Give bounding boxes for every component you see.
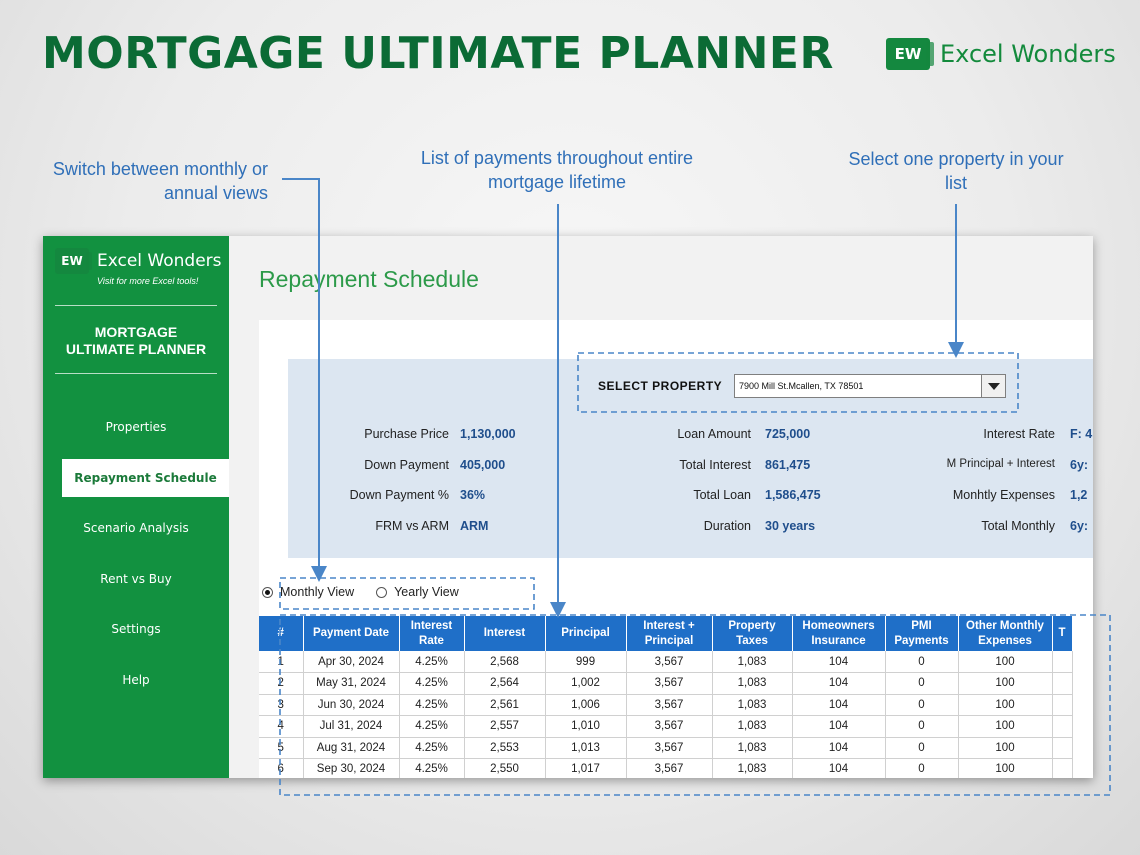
value-interest-rate: F: 4 xyxy=(1070,427,1093,441)
value-total-loan: 1,586,475 xyxy=(765,488,821,502)
table-cell: 1,083 xyxy=(712,759,792,779)
table-cell: 1,010 xyxy=(545,716,626,738)
column-header: T xyxy=(1052,616,1072,651)
callout-views: Switch between monthly or annual views xyxy=(52,159,268,203)
chevron-down-icon[interactable] xyxy=(981,375,1005,397)
brand-header xyxy=(886,38,1116,70)
table-cell: 104 xyxy=(792,673,885,695)
table-header-row xyxy=(259,616,1072,651)
value-duration: 30 years xyxy=(765,519,816,533)
table-cell: 2 xyxy=(259,673,303,695)
sidebar-logo[interactable] xyxy=(55,248,222,274)
column-header: PMI Payments xyxy=(885,616,958,651)
table-cell: 6 xyxy=(259,759,303,779)
excel-wonders-logo-icon: EW xyxy=(886,38,930,70)
label-m-principal-interest: M Principal + Interest xyxy=(946,458,1055,470)
table-cell: Aug 31, 2024 xyxy=(303,737,399,759)
select-property-label: SELECT PROPERTY xyxy=(598,379,723,393)
table-cell: 3,567 xyxy=(626,651,712,673)
table-cell: Jun 30, 2024 xyxy=(303,694,399,716)
table-cell xyxy=(1052,673,1072,695)
monthly-view-label: Monthly View xyxy=(280,585,355,599)
table-cell: 3,567 xyxy=(626,694,712,716)
column-header: Principal xyxy=(545,616,626,651)
table-cell: 0 xyxy=(885,651,958,673)
table-cell: 2,557 xyxy=(464,716,545,738)
table-cell: 0 xyxy=(885,759,958,779)
table-cell: 4.25% xyxy=(399,716,464,738)
column-header: Interest + Principal xyxy=(626,616,712,651)
main-title: MORTGAGE ULTIMATE PLANNER xyxy=(42,28,834,79)
table-cell: 104 xyxy=(792,716,885,738)
label-purchase-price: Purchase Price xyxy=(364,427,449,441)
page-title: Repayment Schedule xyxy=(259,266,479,292)
label-duration: Duration xyxy=(703,519,751,533)
table-cell: May 31, 2024 xyxy=(303,673,399,695)
table-cell: 100 xyxy=(958,694,1052,716)
label-total-monthly: Total Monthly xyxy=(981,519,1055,533)
table-cell: 4.25% xyxy=(399,759,464,779)
table-cell: 3,567 xyxy=(626,716,712,738)
callout-property: Select one property in your list xyxy=(848,149,1064,193)
table-cell: 0 xyxy=(885,694,958,716)
monthly-view-radio[interactable] xyxy=(262,585,354,599)
yearly-view-radio[interactable] xyxy=(376,585,459,599)
table-cell: 1,083 xyxy=(712,737,792,759)
value-loan-amount: 725,000 xyxy=(765,427,811,441)
table-cell: 100 xyxy=(958,651,1052,673)
table-cell: Jul 31, 2024 xyxy=(303,716,399,738)
summary-block xyxy=(288,359,1093,558)
label-down-payment: Down Payment xyxy=(364,458,449,472)
table-cell: 0 xyxy=(885,716,958,738)
brand-name: Excel Wonders xyxy=(940,40,1116,68)
table-cell: 4.25% xyxy=(399,694,464,716)
table-cell: 4 xyxy=(259,716,303,738)
value-total-interest: 861,475 xyxy=(765,458,811,472)
column-header: # xyxy=(259,616,303,651)
label-down-payment-pct: Down Payment % xyxy=(349,488,449,502)
sidebar-item-settings[interactable]: Settings xyxy=(111,622,161,636)
excel-wonders-logo-icon: EW xyxy=(55,248,89,274)
label-interest-rate: Interest Rate xyxy=(983,427,1055,441)
sidebar-item-help[interactable]: Help xyxy=(122,673,150,687)
table-cell: 4.25% xyxy=(399,737,464,759)
table-cell: 4.25% xyxy=(399,651,464,673)
table-cell xyxy=(1052,759,1072,779)
sidebar-item-rent-vs-buy[interactable]: Rent vs Buy xyxy=(100,572,172,586)
value-total-monthly: 6y: xyxy=(1070,519,1089,533)
value-monthly-expenses: 1,2 xyxy=(1070,488,1088,502)
table-cell: 1,083 xyxy=(712,716,792,738)
sidebar-divider xyxy=(55,305,217,306)
view-toggle xyxy=(262,585,481,599)
table-row[interactable] xyxy=(259,759,1072,779)
repayment-schedule-table xyxy=(259,616,1073,778)
table-cell: 100 xyxy=(958,673,1052,695)
table-cell: 3 xyxy=(259,694,303,716)
table-cell: 0 xyxy=(885,673,958,695)
column-header: Homeowners Insurance xyxy=(792,616,885,651)
label-loan-amount: Loan Amount xyxy=(677,427,751,441)
table-cell: 100 xyxy=(958,759,1052,779)
select-property-value: 7900 Mill St.Mcallen, TX 78501 xyxy=(739,381,864,391)
table-row[interactable] xyxy=(259,651,1072,673)
value-down-payment: 405,000 xyxy=(460,458,506,472)
table-body xyxy=(259,651,1072,778)
table-cell: 2,550 xyxy=(464,759,545,779)
label-total-interest: Total Interest xyxy=(679,458,751,472)
table-cell xyxy=(1052,716,1072,738)
table-cell: 5 xyxy=(259,737,303,759)
radio-unselected-icon xyxy=(376,587,387,598)
column-header: Payment Date xyxy=(303,616,399,651)
table-cell: 104 xyxy=(792,651,885,673)
app-window xyxy=(43,236,1093,778)
table-cell: 1 xyxy=(259,651,303,673)
label-total-loan: Total Loan xyxy=(693,488,751,502)
table-cell: 104 xyxy=(792,694,885,716)
sidebar-title xyxy=(43,324,229,358)
sidebar-title-line1: MORTGAGE xyxy=(94,324,178,340)
table-row[interactable] xyxy=(259,673,1072,695)
table-cell xyxy=(1052,694,1072,716)
table-cell: 3,567 xyxy=(626,673,712,695)
table-cell: 2,568 xyxy=(464,651,545,673)
table-cell: Sep 30, 2024 xyxy=(303,759,399,779)
callout-payments: List of payments throughout entire mortgage lifetime xyxy=(420,148,694,192)
table-cell: Apr 30, 2024 xyxy=(303,651,399,673)
table-cell: 0 xyxy=(885,737,958,759)
main-content xyxy=(229,236,1093,778)
table-cell xyxy=(1052,737,1072,759)
table-cell: 4.25% xyxy=(399,673,464,695)
table-cell: 2,564 xyxy=(464,673,545,695)
table-cell: 1,083 xyxy=(712,673,792,695)
table-cell: 2,561 xyxy=(464,694,545,716)
table-cell: 3,567 xyxy=(626,737,712,759)
table-cell: 2,553 xyxy=(464,737,545,759)
table-cell: 100 xyxy=(958,737,1052,759)
table-cell: 1,002 xyxy=(545,673,626,695)
column-header: Interest xyxy=(464,616,545,651)
sidebar-tagline[interactable]: Visit for more Excel tools! xyxy=(97,276,199,286)
value-purchase-price: 1,130,000 xyxy=(460,427,516,441)
sidebar xyxy=(43,236,229,778)
table-row[interactable] xyxy=(259,694,1072,716)
value-down-payment-pct: 36% xyxy=(460,488,486,502)
value-frm-arm: ARM xyxy=(460,519,489,533)
table-cell: 1,017 xyxy=(545,759,626,779)
column-header: Interest Rate xyxy=(399,616,464,651)
table-row[interactable] xyxy=(259,737,1072,759)
sidebar-brand: Excel Wonders xyxy=(97,251,222,271)
table-cell: 1,006 xyxy=(545,694,626,716)
sidebar-item-scenario-analysis[interactable]: Scenario Analysis xyxy=(83,521,189,535)
table-cell: 1,013 xyxy=(545,737,626,759)
value-m-principal-interest: 6y: xyxy=(1070,458,1089,472)
table-cell: 1,083 xyxy=(712,651,792,673)
yearly-view-label: Yearly View xyxy=(394,585,459,599)
table-cell xyxy=(1052,651,1072,673)
table-cell: 100 xyxy=(958,716,1052,738)
sidebar-item-repayment-schedule[interactable]: Repayment Schedule xyxy=(62,459,229,497)
table-cell: 1,083 xyxy=(712,694,792,716)
select-property-dropdown[interactable] xyxy=(734,374,1006,398)
table-cell: 104 xyxy=(792,737,885,759)
label-monthly-expenses: Monhtly Expenses xyxy=(952,488,1055,502)
table-cell: 3,567 xyxy=(626,759,712,779)
sidebar-title-line2: ULTIMATE PLANNER xyxy=(65,341,207,357)
table-row[interactable] xyxy=(259,716,1072,738)
radio-selected-icon xyxy=(262,587,273,598)
column-header: Other Monthly Expenses xyxy=(958,616,1052,651)
schedule-panel xyxy=(259,320,1093,778)
sidebar-item-properties[interactable]: Properties xyxy=(105,420,167,434)
label-frm-arm: FRM vs ARM xyxy=(375,519,449,533)
sidebar-divider xyxy=(55,373,217,374)
table-cell: 999 xyxy=(545,651,626,673)
column-header: Property Taxes xyxy=(712,616,792,651)
table-cell: 104 xyxy=(792,759,885,779)
